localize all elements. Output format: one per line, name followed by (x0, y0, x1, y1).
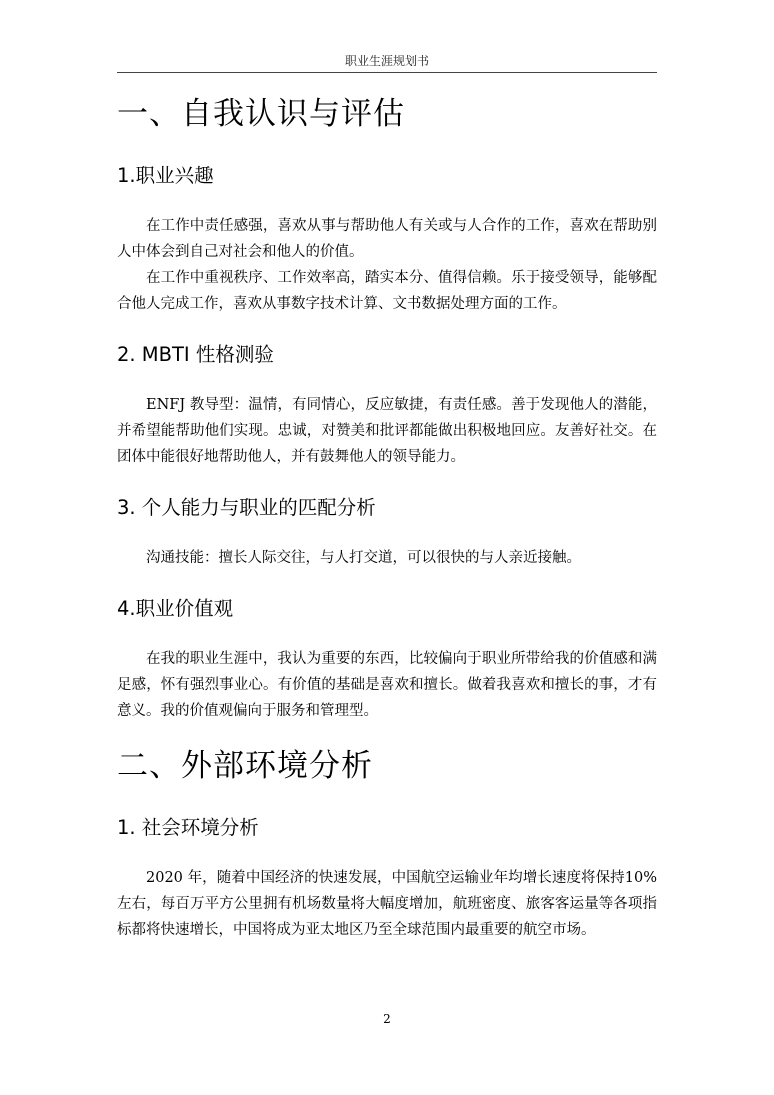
paragraph: 2020 年，随着中国经济的快速发展，中国航空运输业年均增长速度将保持10%左右，每百万平方公里拥有机场数量将大幅度增加，航班密度、旅客客运量等各项指标都将快速增长，中国将成为亚太地区乃至全球范围内最重要的航空市场。 (117, 870, 657, 938)
subsection-title-mbti: 2. MBTI 性格测验 (117, 343, 274, 366)
subsection-title-career-interest: 1.职业兴趣 (117, 164, 214, 187)
paragraph: 在工作中重视秩序、工作效率高，踏实本分、值得信赖。乐于接受领导，能够配合他人完成工作，喜欢从事数字技术计算、文书数据处理方面的工作。 (117, 270, 657, 312)
page-content (117, 88, 657, 943)
running-header: 职业生涯规划书 (344, 54, 429, 68)
section-title-self-assessment: 一、自我认识与评估 (117, 96, 405, 132)
subsection-title-ability-match: 3. 个人能力与职业的匹配分析 (117, 496, 376, 519)
page-number: 2 (383, 1012, 391, 1026)
subsection-title-values: 4.职业价值观 (117, 597, 234, 620)
paragraph: 在工作中责任感强，喜欢从事与帮助他人有关或与人合作的工作，喜欢在帮助别人中体会到自己对社会和他人的价值。 (117, 218, 657, 260)
header-divider (117, 72, 657, 73)
subsection-title-social-environment: 1. 社会环境分析 (117, 816, 259, 839)
paragraph: 沟通技能：擅长人际交往，与人打交道，可以很快的与人亲近接触。 (146, 550, 581, 566)
paragraph: 在我的职业生涯中，我认为重要的东西，比较偏向于职业所带给我的价值感和满足感，怀有强烈事业心。有价值的基础是喜欢和擅长。做着我喜欢和擅长的事，才有意义。我的价值观偏向于服务和管理型。 (117, 651, 657, 719)
paragraph: ENFJ 教导型：温情，有同情心，反应敏捷，有责任感。善于发现他人的潜能，并希望能帮助他们实现。忠诚，对赞美和批评都能做出积极地回应。友善好社交。在团体中能很好地帮助他人，并有鼓舞他人的领导能力。 (117, 397, 657, 465)
section-title-external-environment: 二、外部环境分析 (117, 748, 373, 784)
